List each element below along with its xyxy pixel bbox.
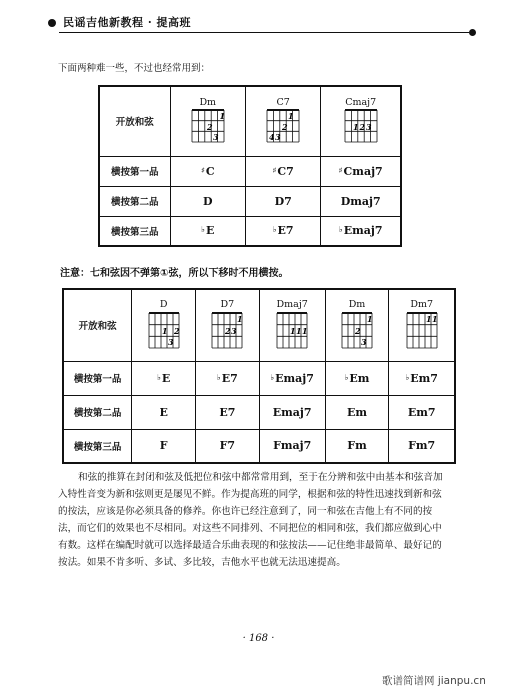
chord-name: D	[202, 194, 213, 208]
chord-diagram-name: C7	[276, 97, 290, 109]
finger-number: 3	[365, 122, 372, 133]
chord-cell	[325, 395, 389, 429]
table-row	[99, 186, 401, 216]
header-rule	[59, 32, 469, 33]
svg-text:2: 2	[225, 326, 231, 337]
chord-name: E7	[277, 224, 294, 238]
paragraph-line: 法，而它们的效果也不尽相同。对这些不同排列、不同把位的相同和弦，我们都应做到心中	[58, 523, 442, 534]
flat-icon: ♭	[344, 371, 349, 382]
chord-diagram-cell	[132, 289, 196, 361]
table-row	[63, 289, 455, 361]
chord-name: Em7	[410, 371, 438, 385]
chord-name: Em	[349, 371, 370, 385]
chord-diagram	[389, 300, 454, 350]
flat-icon: ♭	[157, 371, 161, 382]
chord-table-1	[98, 85, 402, 247]
chord-name: Emaj7	[272, 405, 312, 419]
row-label: 横按第一品	[63, 361, 132, 395]
svg-text:1: 1	[237, 314, 243, 325]
chord-name: E	[205, 224, 215, 238]
chord-cell	[170, 156, 245, 186]
chord-cell	[389, 429, 455, 463]
table-row	[63, 361, 455, 395]
chord-fretboard-icon	[210, 310, 244, 350]
flat-icon: ♭	[201, 224, 205, 235]
chord-diagram	[171, 98, 245, 144]
finger-number: 1	[219, 111, 225, 122]
chord-cell	[325, 429, 389, 463]
chord-cell	[170, 186, 245, 216]
chord-cell	[259, 361, 325, 395]
chord-cell	[196, 395, 260, 429]
watermark: 歌谱简谱网 jianpu.cn	[382, 675, 486, 687]
intro-text: 下面两种难一些，不过也经常用到：	[58, 63, 211, 74]
chord-fretboard-icon	[343, 108, 379, 144]
row-label: 横按第二品	[99, 186, 170, 216]
finger-number: 3	[275, 132, 281, 143]
chord-cell	[196, 429, 260, 463]
chord-diagram-name: Dmaj7	[276, 299, 308, 311]
chord-fretboard-icon	[190, 108, 226, 144]
body-paragraph	[58, 469, 466, 571]
chord-name: F7	[219, 439, 236, 453]
row-label: 横按第三品	[99, 216, 170, 246]
row-label: 开放和弦	[63, 289, 132, 361]
header-bullet-icon	[48, 19, 56, 27]
chord-cell	[170, 216, 245, 246]
finger-number: 2	[206, 122, 213, 133]
header-rule-end-icon	[469, 29, 476, 36]
paragraph-line: 有数。这样在编配时就可以选择最适合乐曲表现的和弦按法——记住绝非最简单、最好记的	[58, 540, 442, 551]
chord-name: Cmaj7	[343, 164, 383, 178]
chord-name: C7	[277, 164, 294, 178]
chord-name: Fm	[347, 439, 367, 453]
chord-fretboard-icon	[275, 310, 309, 350]
page-number: · 168 ·	[242, 633, 275, 644]
chord-cell	[132, 429, 196, 463]
chord-diagram-name: Dm	[348, 299, 366, 311]
chord-diagram-cell	[245, 86, 320, 156]
chord-diagram	[196, 300, 259, 350]
chord-diagram-name: Dm7	[410, 299, 433, 311]
sharp-icon: ♯	[338, 164, 343, 175]
header-title: 民谣吉他新教程 · 提高班	[63, 16, 191, 29]
row-label: 开放和弦	[99, 86, 170, 156]
svg-text:3: 3	[231, 326, 237, 337]
chord-cell	[245, 186, 320, 216]
chord-cell	[259, 429, 325, 463]
finger-number: 2	[359, 122, 365, 133]
chord-diagram-name: Cmaj7	[345, 97, 377, 109]
row-label: 横按第二品	[63, 395, 132, 429]
chord-cell	[389, 395, 455, 429]
paragraph-line: 的按法，应该是你必须具备的修养。你也许已经注意到了，同一和弦在吉他上有不同的按	[58, 506, 433, 517]
finger-number: 1	[288, 111, 294, 122]
chord-name: E7	[219, 405, 236, 419]
paragraph-line: 入特性音变为新和弦则更是屡见不鲜。作为提高班的同学，根据和弦的特性迅速找到新和弦	[58, 489, 442, 500]
chord-diagram	[246, 98, 320, 144]
chord-cell	[245, 216, 320, 246]
chord-diagram-cell	[196, 289, 260, 361]
flat-icon: ♭	[216, 371, 221, 382]
chord-name: Emaj7	[343, 224, 383, 238]
chord-name: E	[161, 371, 171, 385]
chord-name: Fm7	[408, 439, 436, 453]
chord-diagram-cell	[321, 86, 401, 156]
chord-cell	[325, 361, 389, 395]
chord-cell	[389, 361, 455, 395]
chord-diagram	[132, 300, 195, 350]
svg-text:1: 1	[290, 326, 296, 337]
note-text: 注意：七和弦因不弹第①弦，所以下移时不用横按。	[60, 268, 289, 279]
chord-cell	[321, 216, 401, 246]
svg-text:2: 2	[355, 326, 361, 337]
chord-fretboard-icon	[405, 310, 439, 350]
chord-cell	[132, 395, 196, 429]
chord-cell	[196, 361, 260, 395]
flat-icon: ♭	[405, 371, 410, 382]
chord-cell	[259, 395, 325, 429]
row-label: 横按第三品	[63, 429, 132, 463]
flat-icon: ♭	[272, 224, 277, 235]
table-row	[99, 86, 401, 156]
finger-number: 3	[212, 132, 219, 143]
chord-cell	[321, 186, 401, 216]
paragraph-line: 按法。如果不肯多听、多试、多比较，吉他水平也就无法迅速提高。	[58, 557, 346, 568]
paragraph-line: 和弦的推算在封闭和弦及低把位和弦中都常常用到，至于在分辨和弦中由基本和弦音加	[78, 472, 443, 483]
chord-name: C	[205, 164, 215, 178]
svg-text:1: 1	[425, 314, 432, 325]
finger-number: 4	[269, 132, 275, 143]
table-row	[63, 429, 455, 463]
chord-fretboard-icon	[340, 310, 374, 350]
table-row	[63, 395, 455, 429]
chord-diagram-name: D	[159, 299, 168, 311]
flat-icon: ♭	[270, 371, 275, 382]
chord-diagram	[326, 300, 389, 350]
chord-diagram-name: Dm	[199, 97, 217, 109]
chord-cell	[321, 156, 401, 186]
chord-diagram-cell	[325, 289, 389, 361]
svg-text:3: 3	[361, 337, 367, 348]
row-label: 横按第一品	[99, 156, 170, 186]
chord-diagram-cell	[389, 289, 455, 361]
chord-diagram-cell	[170, 86, 245, 156]
flat-icon: ♭	[338, 224, 343, 235]
chord-fretboard-icon	[265, 108, 301, 144]
chord-fretboard-icon	[147, 310, 181, 350]
table-row	[99, 216, 401, 246]
chord-name: Emaj7	[275, 371, 314, 385]
chord-name: Em7	[407, 405, 436, 419]
chord-diagram	[260, 300, 325, 350]
chord-table-2	[62, 288, 456, 464]
chord-diagram-cell	[259, 289, 325, 361]
running-header	[45, 14, 485, 32]
chord-name: F	[159, 439, 168, 453]
chord-name: E7	[221, 371, 238, 385]
finger-number: 2	[282, 122, 288, 133]
sharp-icon: ♯	[272, 164, 277, 175]
svg-text:2: 2	[173, 326, 180, 337]
chord-name: E	[159, 405, 168, 419]
chord-diagram-name: D7	[220, 299, 235, 311]
chord-cell	[132, 361, 196, 395]
svg-text:1: 1	[161, 326, 168, 337]
svg-text:3: 3	[167, 337, 174, 348]
svg-text:1: 1	[296, 326, 302, 337]
chord-name: Dmaj7	[340, 194, 381, 208]
chord-cell	[245, 156, 320, 186]
chord-diagram	[321, 98, 400, 144]
finger-number: 1	[352, 122, 359, 133]
svg-text:1: 1	[367, 314, 373, 325]
table-row	[99, 156, 401, 186]
sharp-icon: ♯	[200, 164, 205, 175]
chord-name: Fmaj7	[273, 439, 312, 453]
chord-name: Em	[346, 405, 368, 419]
chord-name: D7	[274, 194, 292, 208]
svg-text:1: 1	[431, 314, 438, 325]
svg-text:1: 1	[302, 326, 308, 337]
